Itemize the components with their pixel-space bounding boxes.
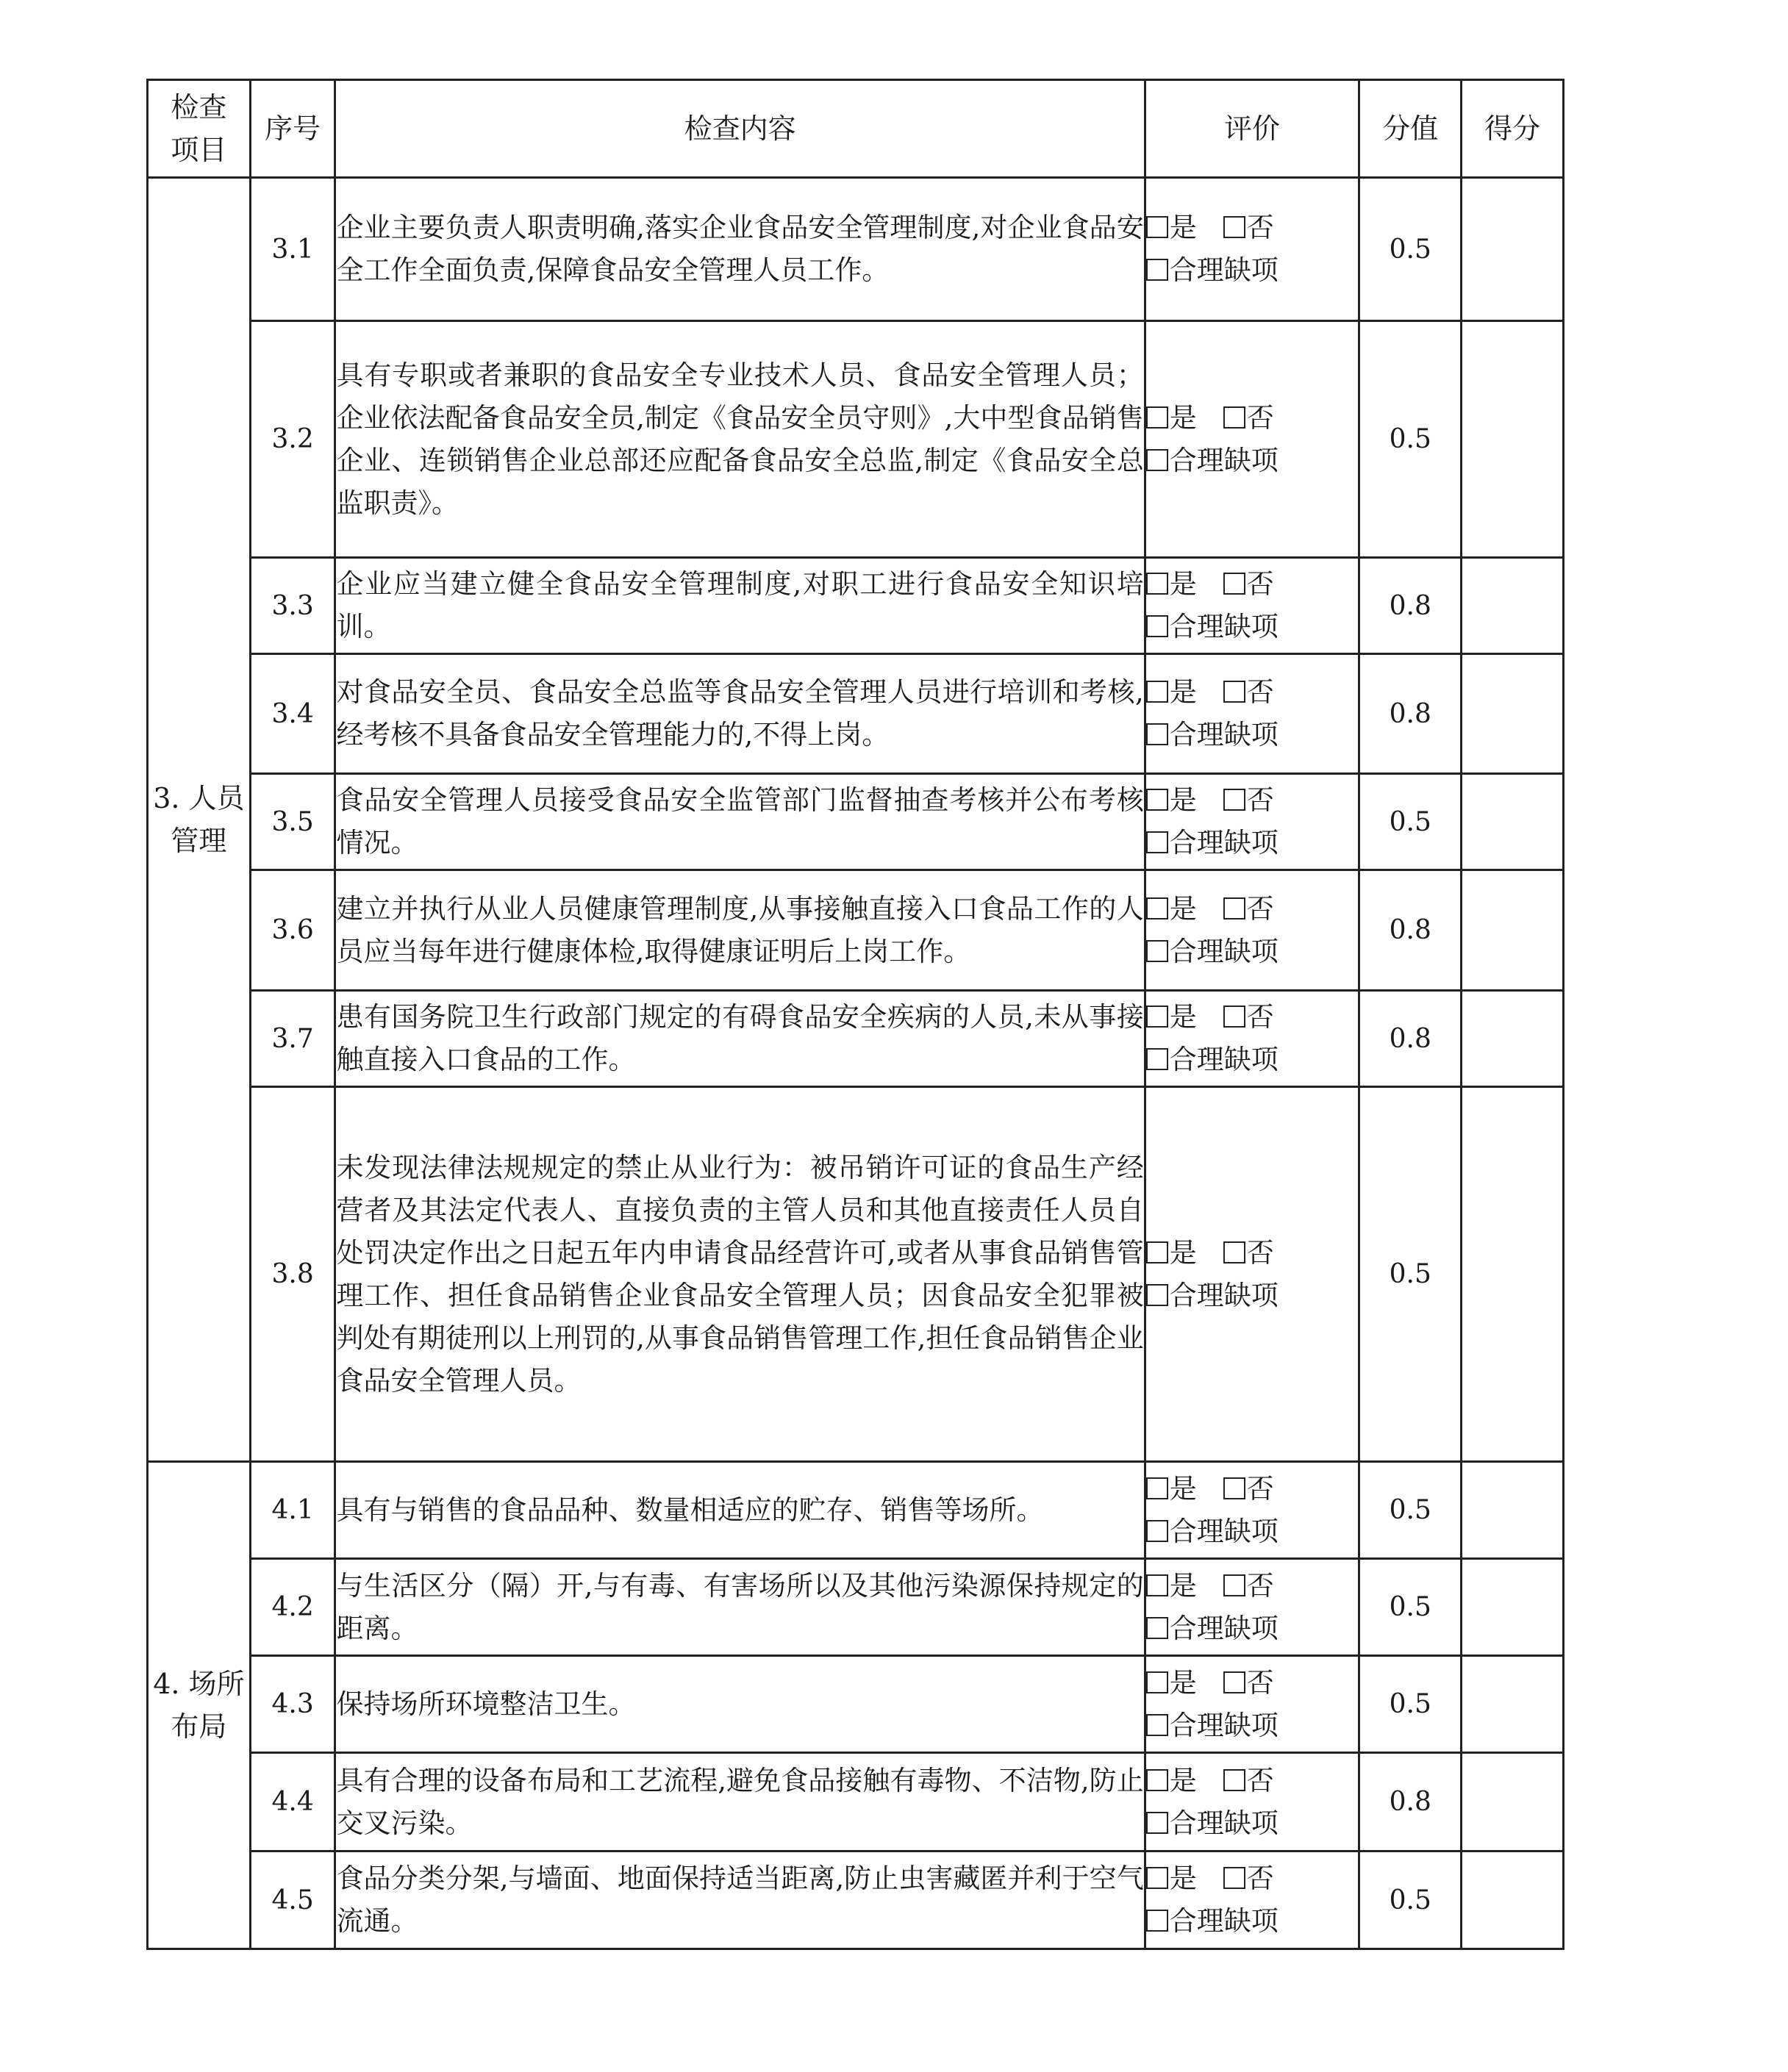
table-row — [148, 1087, 1564, 1462]
score-input-cell[interactable] — [1462, 1087, 1564, 1462]
option-na[interactable] — [1146, 249, 1279, 292]
value-cell: 0.5 — [1359, 1559, 1462, 1656]
option-yes[interactable] — [1146, 1760, 1197, 1802]
option-yes-label: 是 — [1169, 401, 1197, 434]
eval-cell — [1145, 558, 1359, 654]
header-item — [148, 80, 251, 178]
option-no-label: 否 — [1246, 401, 1274, 434]
option-yes-label: 是 — [1169, 1569, 1197, 1602]
option-na-label: 合理缺项 — [1169, 1044, 1279, 1075]
eval-cell — [1145, 178, 1359, 321]
checkbox-no[interactable] — [1223, 1574, 1245, 1596]
checkbox-yes[interactable] — [1146, 897, 1168, 920]
score-input-cell[interactable] — [1462, 774, 1564, 870]
checkbox-yes[interactable] — [1146, 216, 1168, 238]
header-item-line1: 检查 — [171, 91, 227, 123]
checkbox-na[interactable] — [1146, 1520, 1168, 1542]
option-no-label: 否 — [1246, 1001, 1274, 1033]
option-yes-label: 是 — [1169, 1236, 1197, 1269]
option-no-label: 否 — [1246, 892, 1274, 925]
checkbox-yes[interactable] — [1146, 1769, 1168, 1791]
option-yes-label: 是 — [1169, 892, 1197, 925]
checkbox-no[interactable] — [1223, 1241, 1245, 1263]
value-cell: 0.8 — [1359, 558, 1462, 654]
category-line: 4. 场所 — [153, 1668, 245, 1700]
checkbox-no[interactable] — [1223, 1477, 1245, 1499]
option-yes-label: 是 — [1169, 1863, 1197, 1894]
seq-cell: 4.4 — [250, 1753, 335, 1851]
option-no-label: 否 — [1246, 784, 1274, 816]
checkbox-na[interactable] — [1146, 1910, 1168, 1932]
option-yes-label: 是 — [1169, 1472, 1197, 1505]
option-yes[interactable] — [1146, 563, 1197, 606]
header-item-line2: 项目 — [171, 134, 227, 166]
content-cell: 食品分类分架,与墙面、地面保持适当距离,防止虫害藏匿并利于空气流通。 — [335, 1851, 1145, 1949]
score-input-cell[interactable] — [1462, 1656, 1564, 1753]
inspection-table — [146, 79, 1564, 1950]
option-no-label: 否 — [1246, 1472, 1274, 1505]
checkbox-na[interactable] — [1146, 615, 1168, 637]
option-na[interactable] — [1146, 1510, 1279, 1553]
checkbox-yes[interactable] — [1146, 681, 1168, 703]
option-yes-label: 是 — [1169, 212, 1197, 243]
table-row — [148, 1656, 1564, 1753]
header-eval: 评价 — [1145, 80, 1359, 178]
checkbox-no[interactable] — [1223, 681, 1245, 703]
seq-cell: 4.1 — [250, 1462, 335, 1559]
option-na-label: 合理缺项 — [1169, 444, 1279, 476]
score-input-cell[interactable] — [1462, 1462, 1564, 1559]
score-input-cell[interactable] — [1462, 1559, 1564, 1656]
checkbox-no[interactable] — [1223, 789, 1245, 811]
score-input-cell[interactable] — [1462, 654, 1564, 774]
seq-cell: 3.1 — [250, 178, 335, 321]
content-cell: 与生活区分（隔）开,与有毒、有害场所以及其他污染源保持规定的距离。 — [335, 1559, 1145, 1656]
table-row — [148, 558, 1564, 654]
eval-cell — [1145, 1851, 1359, 1949]
eval-cell — [1145, 774, 1359, 870]
option-no[interactable] — [1223, 779, 1274, 822]
checkbox-yes[interactable] — [1146, 1477, 1168, 1499]
value-cell: 0.8 — [1359, 991, 1462, 1087]
table-row — [148, 1559, 1564, 1656]
option-no-label: 否 — [1246, 1764, 1274, 1796]
option-no-label: 否 — [1246, 1236, 1274, 1269]
table-row — [148, 1753, 1564, 1851]
score-input-cell[interactable] — [1462, 178, 1564, 321]
seq-cell: 3.3 — [250, 558, 335, 654]
table-row — [148, 1462, 1564, 1559]
option-na-label: 合理缺项 — [1169, 935, 1279, 967]
checkbox-no[interactable] — [1223, 573, 1245, 595]
option-na-label: 合理缺项 — [1169, 1515, 1279, 1547]
option-no[interactable] — [1223, 563, 1274, 606]
seq-cell: 4.2 — [250, 1559, 335, 1656]
checkbox-yes[interactable] — [1146, 1574, 1168, 1596]
value-cell: 0.5 — [1359, 1656, 1462, 1753]
option-yes[interactable] — [1146, 397, 1197, 440]
checkbox-na[interactable] — [1146, 259, 1168, 281]
checkbox-no[interactable] — [1223, 1867, 1245, 1889]
seq-cell: 3.6 — [250, 870, 335, 991]
option-na-label: 合理缺项 — [1169, 254, 1279, 286]
value-cell: 0.5 — [1359, 1851, 1462, 1949]
option-no[interactable] — [1223, 1760, 1274, 1802]
option-na[interactable] — [1146, 1607, 1279, 1650]
header-row — [148, 80, 1564, 178]
seq-cell: 3.4 — [250, 654, 335, 774]
option-na[interactable] — [1146, 440, 1279, 482]
option-no-label: 否 — [1246, 676, 1274, 708]
value-cell: 0.8 — [1359, 654, 1462, 774]
option-na[interactable] — [1146, 1704, 1279, 1747]
header-seq: 序号 — [250, 80, 335, 178]
option-yes-label: 是 — [1169, 676, 1197, 708]
table-row — [148, 870, 1564, 991]
option-no[interactable] — [1223, 207, 1274, 249]
score-input-cell[interactable] — [1462, 558, 1564, 654]
option-na-label: 合理缺项 — [1169, 827, 1279, 858]
option-no[interactable] — [1223, 1468, 1274, 1510]
checkbox-na[interactable] — [1146, 940, 1168, 962]
option-no-label: 否 — [1246, 1666, 1274, 1699]
table-row — [148, 654, 1564, 774]
option-na[interactable] — [1146, 1900, 1279, 1943]
eval-cell — [1145, 1559, 1359, 1656]
option-no[interactable] — [1223, 1857, 1274, 1900]
eval-cell — [1145, 1656, 1359, 1753]
checkbox-na[interactable] — [1146, 723, 1168, 745]
option-na-label: 合理缺项 — [1169, 1807, 1279, 1839]
option-no-label: 否 — [1246, 1863, 1274, 1894]
table-row — [148, 321, 1564, 558]
option-yes-label: 是 — [1169, 784, 1197, 816]
eval-cell — [1145, 1087, 1359, 1462]
content-cell: 具有专职或者兼职的食品安全专业技术人员、食品安全管理人员；企业依法配备食品安全员,制定《食品安全员守则》,大中型食品销售企业、连锁销售企业总部还应配备食品安全总监,制定《食品安全总监职责》。 — [335, 321, 1145, 558]
score-input-cell[interactable] — [1462, 1851, 1564, 1949]
value-cell: 0.5 — [1359, 1087, 1462, 1462]
content-cell: 对食品安全员、食品安全总监等食品安全管理人员进行培训和考核,经考核不具备食品安全管理能力的,不得上岗。 — [335, 654, 1145, 774]
value-cell: 0.8 — [1359, 1753, 1462, 1851]
seq-cell: 3.2 — [250, 321, 335, 558]
option-yes[interactable] — [1146, 1232, 1197, 1275]
content-cell: 企业应当建立健全食品安全管理制度,对职工进行食品安全知识培训。 — [335, 558, 1145, 654]
option-na[interactable] — [1146, 714, 1279, 756]
header-score: 得分 — [1462, 80, 1564, 178]
value-cell: 0.5 — [1359, 774, 1462, 870]
table-row — [148, 774, 1564, 870]
option-yes[interactable] — [1146, 1468, 1197, 1510]
seq-cell: 4.5 — [250, 1851, 335, 1949]
checkbox-no[interactable] — [1223, 406, 1245, 429]
checkbox-no[interactable] — [1223, 216, 1245, 238]
option-yes[interactable] — [1146, 996, 1197, 1039]
table-row — [148, 178, 1564, 321]
option-no-label: 否 — [1246, 212, 1274, 243]
content-cell: 未发现法律法规规定的禁止从业行为：被吊销许可证的食品生产经营者及其法定代表人、直接负责的主管人员和其他直接责任人员自处罚决定作出之日起五年内申请食品经营许可,或者从事食品销售管理工作、担任食品销售企业食品安全管理人员；因食品安全犯罪被判处有期徒刑以上刑罚的,从事食品销售管理工作,担任食品销售企业食品安全管理人员。 — [335, 1087, 1145, 1462]
option-na-label: 合理缺项 — [1169, 1279, 1279, 1311]
value-cell: 0.5 — [1359, 321, 1462, 558]
checkbox-na[interactable] — [1146, 1714, 1168, 1736]
option-yes-label: 是 — [1169, 1666, 1197, 1699]
score-input-cell[interactable] — [1462, 321, 1564, 558]
eval-cell — [1145, 1462, 1359, 1559]
option-na[interactable] — [1146, 1039, 1279, 1081]
content-cell: 具有与销售的食品品种、数量相适应的贮存、销售等场所。 — [335, 1462, 1145, 1559]
checkbox-no[interactable] — [1223, 1005, 1245, 1028]
option-na-label: 合理缺项 — [1169, 1612, 1279, 1644]
category-line: 3. 人员 — [153, 782, 245, 814]
checkbox-yes[interactable] — [1146, 1867, 1168, 1889]
score-input-cell[interactable] — [1462, 991, 1564, 1087]
eval-cell — [1145, 654, 1359, 774]
table-row — [148, 991, 1564, 1087]
seq-cell: 3.5 — [250, 774, 335, 870]
option-no[interactable] — [1223, 671, 1274, 714]
content-cell: 保持场所环境整洁卫生。 — [335, 1656, 1145, 1753]
option-no[interactable] — [1223, 888, 1274, 931]
option-yes-label: 是 — [1169, 568, 1197, 600]
option-na-label: 合理缺项 — [1169, 1709, 1279, 1741]
category-line: 管理 — [171, 825, 227, 857]
header-value: 分值 — [1359, 80, 1462, 178]
option-yes[interactable] — [1146, 1662, 1197, 1704]
checkbox-na[interactable] — [1146, 1617, 1168, 1639]
checkbox-no[interactable] — [1223, 1769, 1245, 1791]
option-na-label: 合理缺项 — [1169, 1905, 1279, 1937]
category-cell — [148, 1462, 251, 1949]
category-cell — [148, 178, 251, 1462]
checkbox-yes[interactable] — [1146, 1241, 1168, 1263]
value-cell: 0.5 — [1359, 1462, 1462, 1559]
option-no[interactable] — [1223, 1232, 1274, 1275]
eval-cell — [1145, 870, 1359, 991]
value-cell: 0.5 — [1359, 178, 1462, 321]
option-na-label: 合理缺项 — [1169, 611, 1279, 642]
option-na[interactable] — [1146, 931, 1279, 973]
checkbox-no[interactable] — [1223, 897, 1245, 920]
eval-cell — [1145, 1753, 1359, 1851]
checkbox-no[interactable] — [1223, 1671, 1245, 1693]
header-content: 检查内容 — [335, 80, 1145, 178]
option-yes-label: 是 — [1169, 1764, 1197, 1796]
content-cell: 企业主要负责人职责明确,落实企业食品安全管理制度,对企业食品安全工作全面负责,保障食品安全管理人员工作。 — [335, 178, 1145, 321]
option-na[interactable] — [1146, 606, 1279, 648]
option-yes[interactable] — [1146, 1857, 1197, 1900]
checkbox-na[interactable] — [1146, 449, 1168, 471]
option-na-label: 合理缺项 — [1169, 719, 1279, 750]
option-no[interactable] — [1223, 1662, 1274, 1704]
option-no[interactable] — [1223, 397, 1274, 440]
content-cell: 具有合理的设备布局和工艺流程,避免食品接触有毒物、不洁物,防止交叉污染。 — [335, 1753, 1145, 1851]
seq-cell: 4.3 — [250, 1656, 335, 1753]
checkbox-na[interactable] — [1146, 1812, 1168, 1834]
content-cell: 建立并执行从业人员健康管理制度,从事接触直接入口食品工作的人员应当每年进行健康体检,取得健康证明后上岗工作。 — [335, 870, 1145, 991]
checkbox-yes[interactable] — [1146, 406, 1168, 429]
content-cell: 食品安全管理人员接受食品安全监管部门监督抽查考核并公布考核情况。 — [335, 774, 1145, 870]
category-line: 布局 — [171, 1710, 227, 1743]
option-no-label: 否 — [1246, 1569, 1274, 1602]
seq-cell: 3.7 — [250, 991, 335, 1087]
option-na[interactable] — [1146, 822, 1279, 864]
eval-cell — [1145, 991, 1359, 1087]
option-no[interactable] — [1223, 1565, 1274, 1607]
checkbox-yes[interactable] — [1146, 1005, 1168, 1028]
option-yes[interactable] — [1146, 671, 1197, 714]
option-na[interactable] — [1146, 1802, 1279, 1845]
option-no-label: 否 — [1246, 568, 1274, 600]
option-yes[interactable] — [1146, 779, 1197, 822]
checkbox-na[interactable] — [1146, 1048, 1168, 1070]
option-na[interactable] — [1146, 1275, 1279, 1317]
option-no[interactable] — [1223, 996, 1274, 1039]
content-cell: 患有国务院卫生行政部门规定的有碍食品安全疾病的人员,未从事接触直接入口食品的工作。 — [335, 991, 1145, 1087]
checkbox-na[interactable] — [1146, 1284, 1168, 1306]
option-yes-label: 是 — [1169, 1001, 1197, 1033]
option-yes[interactable] — [1146, 888, 1197, 931]
value-cell: 0.8 — [1359, 870, 1462, 991]
score-input-cell[interactable] — [1462, 870, 1564, 991]
table-body — [148, 178, 1564, 1949]
option-yes[interactable] — [1146, 1565, 1197, 1607]
checkbox-yes[interactable] — [1146, 573, 1168, 595]
option-yes[interactable] — [1146, 207, 1197, 249]
eval-cell — [1145, 321, 1359, 558]
checkbox-na[interactable] — [1146, 831, 1168, 853]
seq-cell: 3.8 — [250, 1087, 335, 1462]
checkbox-yes[interactable] — [1146, 789, 1168, 811]
table-row — [148, 1851, 1564, 1949]
score-input-cell[interactable] — [1462, 1753, 1564, 1851]
checkbox-yes[interactable] — [1146, 1671, 1168, 1693]
